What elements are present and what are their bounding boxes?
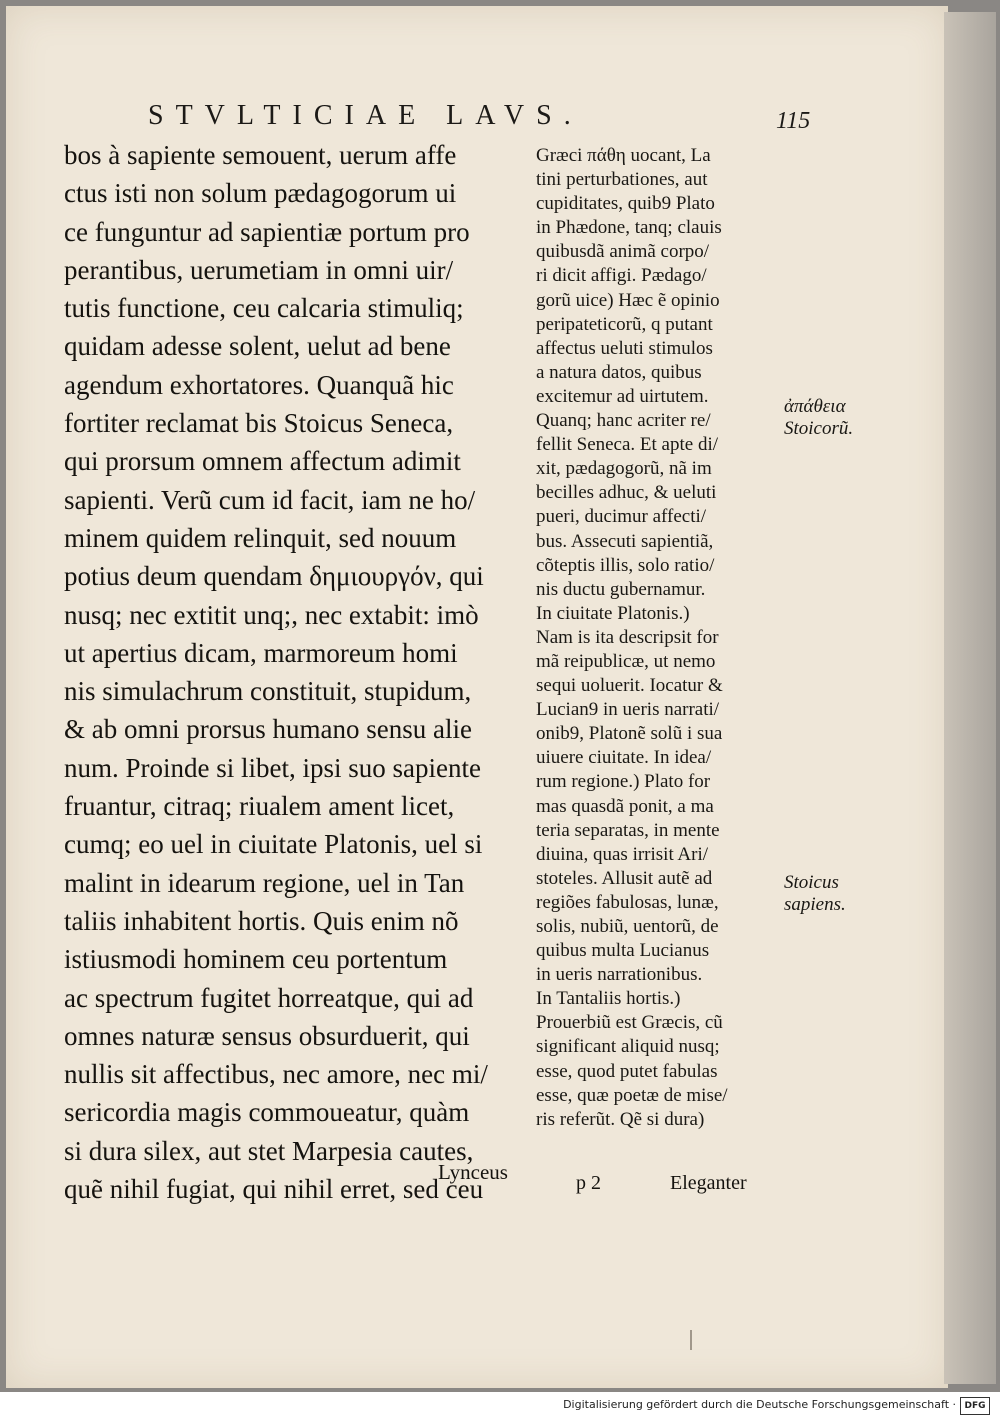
main-text-line: ctus isti non solum pædagogorum ui (64, 178, 457, 209)
main-text-line: nusq; nec extitit unq;, nec extabit: imò (64, 599, 479, 630)
note-line: in Phædone, tanq; clauis (536, 217, 722, 239)
note-line: mã reipublicæ, ut nemo (536, 650, 716, 672)
note-line: ris referũt. Qẽ si dura) (536, 1108, 705, 1130)
side-label-line: ἀπάθεια (784, 396, 846, 417)
note-line: teria separatas, in mente (536, 819, 720, 841)
dfg-logo: DFG (960, 1397, 990, 1415)
main-text-line: ce funguntur ad sapientiæ portum pro (64, 216, 470, 247)
main-text-line: si dura silex, aut stet Marpesia cautes, (64, 1135, 474, 1166)
main-text-block (64, 136, 532, 1208)
note-line: cõteptis illis, solo ratio/ (536, 554, 715, 576)
note-line: diuina, quas irrisit Ari/ (536, 843, 709, 865)
main-text-line: ac spectrum fugitet horreatque, qui ad (64, 982, 474, 1013)
note-line: in ueris narrationibus. (536, 964, 703, 986)
note-line: quibusdã animã corpo/ (536, 241, 710, 263)
note-line: pueri, ducimur affecti/ (536, 506, 707, 528)
note-line: stoteles. Allusit autẽ ad (536, 867, 713, 889)
main-text-line: minem quidem relinquit, sed nouum (64, 522, 457, 553)
note-line: esse, quod putet fabulas (536, 1060, 718, 1082)
note-line: In Tantaliis hortis.) (536, 988, 681, 1010)
note-line: ri dicit affigi. Pædago/ (536, 265, 707, 287)
running-title: STVLTICIAE LAVS. (148, 100, 583, 131)
note-line: uiuere ciuitate. In idea/ (536, 747, 712, 769)
folio-number: 115 (776, 108, 811, 134)
side-label-line: sapiens. (784, 894, 846, 915)
note-line: bus. Assecuti sapientiã, (536, 530, 714, 552)
note-line: esse, quæ poetæ de mise/ (536, 1084, 728, 1106)
note-line: quibus multa Lucianus (536, 940, 710, 962)
note-line: Nam is ita descripsit for (536, 626, 719, 648)
note-line: a natura datos, quibus (536, 361, 702, 383)
main-text-line: nullis sit affectibus, nec amore, nec mi/ (64, 1059, 488, 1090)
side-label-stoicus (784, 872, 846, 916)
main-text-line: & ab omni prorsus humano sensu alie (64, 714, 472, 745)
main-text-line: sapienti. Verũ cum id facit, iam ne ho/ (64, 484, 476, 515)
note-line: cupiditates, quib9 Plato (536, 193, 715, 215)
main-text-line: qui prorsum omnem affectum adimit (64, 446, 461, 477)
note-line: significant aliquid nusq; (536, 1036, 720, 1058)
note-line: tini perturbationes, aut (536, 169, 708, 191)
main-text-line: quidam adesse solent, uelut ad bene (64, 331, 451, 362)
main-text-line: taliis inhabitent hortis. Quis enim nõ (64, 905, 459, 936)
main-text-line: malint in idearum regione, uel in Tan (64, 867, 465, 898)
main-text-line: potius deum quendam δημιουργόν, qui (64, 561, 484, 592)
note-line: regiões fabulosas, lunæ, (536, 891, 719, 913)
main-text-line: agendum exhortatores. Quanquã hic (64, 369, 454, 400)
main-text-line: ut apertius dicam, marmoreum homi (64, 637, 458, 668)
note-line: nis ductu gubernamur. (536, 578, 706, 600)
main-text-line: istiusmodi hominem ceu portentum (64, 944, 448, 975)
note-line: affectus ueluti stimulos (536, 337, 713, 359)
note-line: Lucian9 in ueris narrati/ (536, 699, 720, 721)
note-line: becilles adhuc, & ueluti (536, 482, 717, 504)
note-line: excitemur ad uirtutem. (536, 385, 709, 407)
note-line: rum regione.) Plato for (536, 771, 711, 793)
side-label-line: Stoicorũ. (784, 418, 854, 439)
main-text-line: omnes naturæ sensus obsurduerit, qui (64, 1020, 470, 1051)
main-text-line: num. Proinde si libet, ipsi suo sapiente (64, 752, 481, 783)
note-line: fellit Seneca. Et apte di/ (536, 434, 719, 456)
signature-mark: p 2 (576, 1172, 601, 1194)
note-line: Prouerbiũ est Græcis, cũ (536, 1012, 723, 1034)
main-text-line: nis simulachrum constituit, stupidum, (64, 676, 472, 707)
main-text-line: quẽ nihil fugiat, qui nihil erret, sed ceu (64, 1174, 484, 1205)
note-line: sequi uoluerit. Iocatur & (536, 675, 723, 697)
side-label-line: Stoicus (784, 872, 839, 893)
note-line: gorũ uice) Hæc ẽ opinio (536, 289, 720, 311)
footer-credit: Digitalisierung gefördert durch die Deutsche Forschungsgemeinschaft · (563, 1398, 956, 1411)
marginal-notes (536, 144, 786, 1132)
note-line: onib9, Platonẽ solũ i sua (536, 723, 723, 745)
notes-catchword: Eleganter (670, 1172, 747, 1194)
main-text-line: fortiter reclamat bis Stoicus Seneca, (64, 408, 454, 439)
note-line: mas quasdã ponit, a ma (536, 795, 714, 817)
main-catchword: Lynceus (438, 1160, 508, 1184)
main-text-line: sericordia magis commoueatur, quàm (64, 1097, 470, 1128)
note-line: peripateticorũ, q putant (536, 313, 713, 335)
main-text-line: fruantur, citraq; riualem ament licet, (64, 791, 455, 822)
page-edge-shadow (944, 12, 996, 1384)
footer-bar (0, 1392, 1000, 1420)
main-text-line: bos à sapiente semouent, uerum affe (64, 140, 457, 170)
note-line: Græci πάθη uocant, La (536, 145, 711, 166)
main-text-line: perantibus, uerumetiam in omni uir/ (64, 254, 454, 285)
note-line: solis, nubiũ, uentorũ, de (536, 916, 719, 937)
main-text-line: cumq; eo uel in ciuitate Platonis, uel si (64, 829, 483, 860)
page-mark (690, 1330, 692, 1350)
side-label-apatheia (784, 396, 853, 440)
note-line: xit, pædagogorũ, nã im (536, 458, 712, 480)
note-line: In ciuitate Platonis.) (536, 602, 690, 624)
main-text-line: tutis functione, ceu calcaria stimuliq; (64, 293, 464, 324)
note-line: Quanq; hanc acriter re/ (536, 410, 711, 432)
